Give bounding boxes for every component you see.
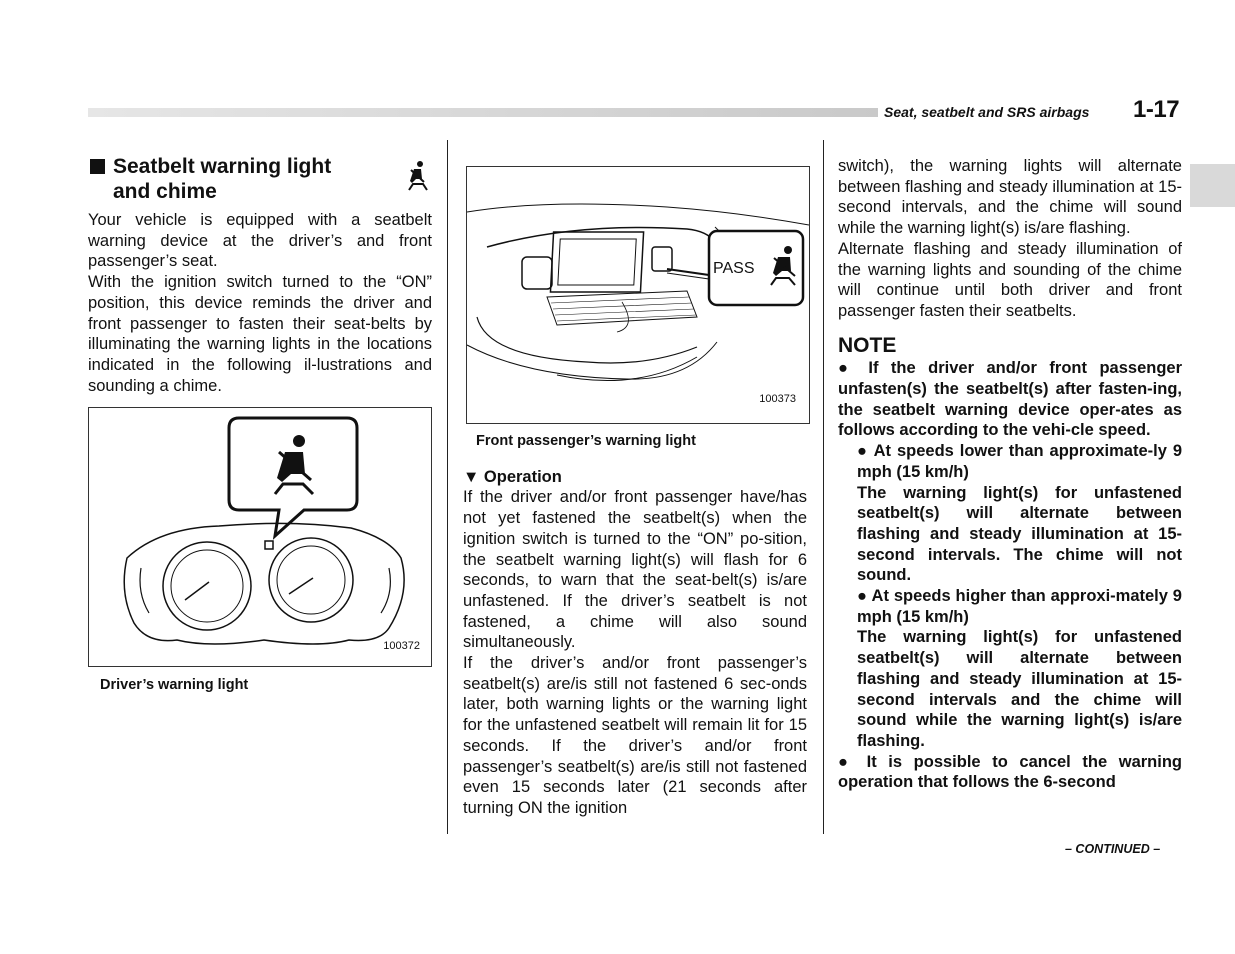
paragraph-alternate: Alternate flashing and steady illumination of the warning lights and sounding of the chime will continue until both driver and front passenger fasten their seatbelts. [838, 239, 1182, 320]
column-divider-right [823, 140, 824, 834]
column-1 [88, 154, 432, 696]
note-subitem-heading: ● At speeds higher than approxi-mately 9 mph (15 km/h) [857, 587, 1182, 626]
operation-paragraph-2: If the driver’s and/or front passenger’s seatbelt(s) are/is still not fastened 6 sec-onds later, both warning lights or the warning light for the unfastened seatbelt will remain lit for 15 seconds. If the driver’s and/or front passenger’s seatbelt(s) are/is still not fastened even 15 seconds later (21 seconds after turning ON the ignition [463, 654, 807, 817]
heading-square-marker [90, 159, 105, 174]
heading-line-1: Seatbelt warning light [113, 155, 332, 178]
continued-label: – CONTINUED – [1065, 842, 1161, 856]
note-subitem-low-speed [838, 441, 1182, 586]
figure-code: 100372 [383, 639, 420, 652]
operation-heading: ▼ Operation [463, 467, 562, 486]
note-subitem-high-speed [838, 586, 1182, 752]
figure-code: 100373 [759, 393, 796, 406]
column-2 [463, 166, 807, 819]
paragraph-continued: switch), the warning lights will alternate between flashing and steady illumination at 15-second intervals, and the chime will sound while the warning light(s) is/are flashing. [838, 157, 1182, 238]
figure-caption: Front passenger’s warning light [476, 433, 696, 449]
note-item-1: ● If the driver and/or front passenger unfasten(s) the seatbelt(s) after fasten-ing, the seatbelt warning device oper-ates as follows according to the vehi-cle speed. [838, 359, 1182, 440]
note-item-2: ● It is possible to cancel the warning operation that follows the 6-second [838, 752, 1182, 792]
figure-caption: Driver’s warning light [100, 677, 249, 694]
note-subitem-body: The warning light(s) for unfastened seatbelt(s) will alternate between flashing and steady illumination at 15-second intervals. The chime will not sound. [857, 483, 1182, 585]
header-section-title: Seat, seatbelt and SRS airbags [884, 104, 1090, 120]
dashboard-illustration [467, 167, 809, 423]
page-number: 1-17 [1133, 96, 1180, 123]
intro-paragraph-2: With the ignition switch turned to the “ON” position, this device reminds the driver and front passenger to fasten their seat-belts by illuminating the warning lights in the locations indicated in the following il-lustrations and sounding a chime. [88, 273, 432, 395]
section-heading [88, 154, 432, 204]
seatbelt-warning-icon [404, 160, 432, 192]
column-divider-left [447, 140, 448, 834]
note-heading: NOTE [838, 333, 897, 357]
warning-light-indicator [265, 541, 273, 549]
column-3 [838, 156, 1182, 793]
chapter-side-tab [1190, 164, 1235, 207]
note-subitem-body: The warning light(s) for unfastened seatbelt(s) will alternate between flashing and steady illumination at 15-second intervals and the chime will sound while the warning light(s) is/are flashing. [857, 628, 1182, 750]
operation-paragraph-1: If the driver and/or front passenger have/has not yet fastened the seatbelt(s) when the ignition switch is turned to the “ON” po-sition, the seatbelt warning light(s) will flash for 6 seconds, to warn that the seat-belt(s) is/are unfastened. If the driver’s seatbelt is not fastened, a chime will also sound simultaneously. [463, 488, 807, 652]
instrument-cluster-illustration [89, 408, 431, 666]
header-rule [88, 108, 878, 117]
passenger-warning-figure [466, 166, 810, 424]
intro-paragraph-1: Your vehicle is equipped with a seatbelt warning device at the driver’s and front passenger’s seat. [88, 211, 432, 271]
pass-label: PASS [713, 260, 755, 277]
driver-warning-figure [88, 407, 432, 667]
note-subitem-heading: ● At speeds lower than approximate-ly 9 mph (15 km/h) [857, 442, 1182, 481]
heading-line-2: and chime [113, 180, 217, 203]
